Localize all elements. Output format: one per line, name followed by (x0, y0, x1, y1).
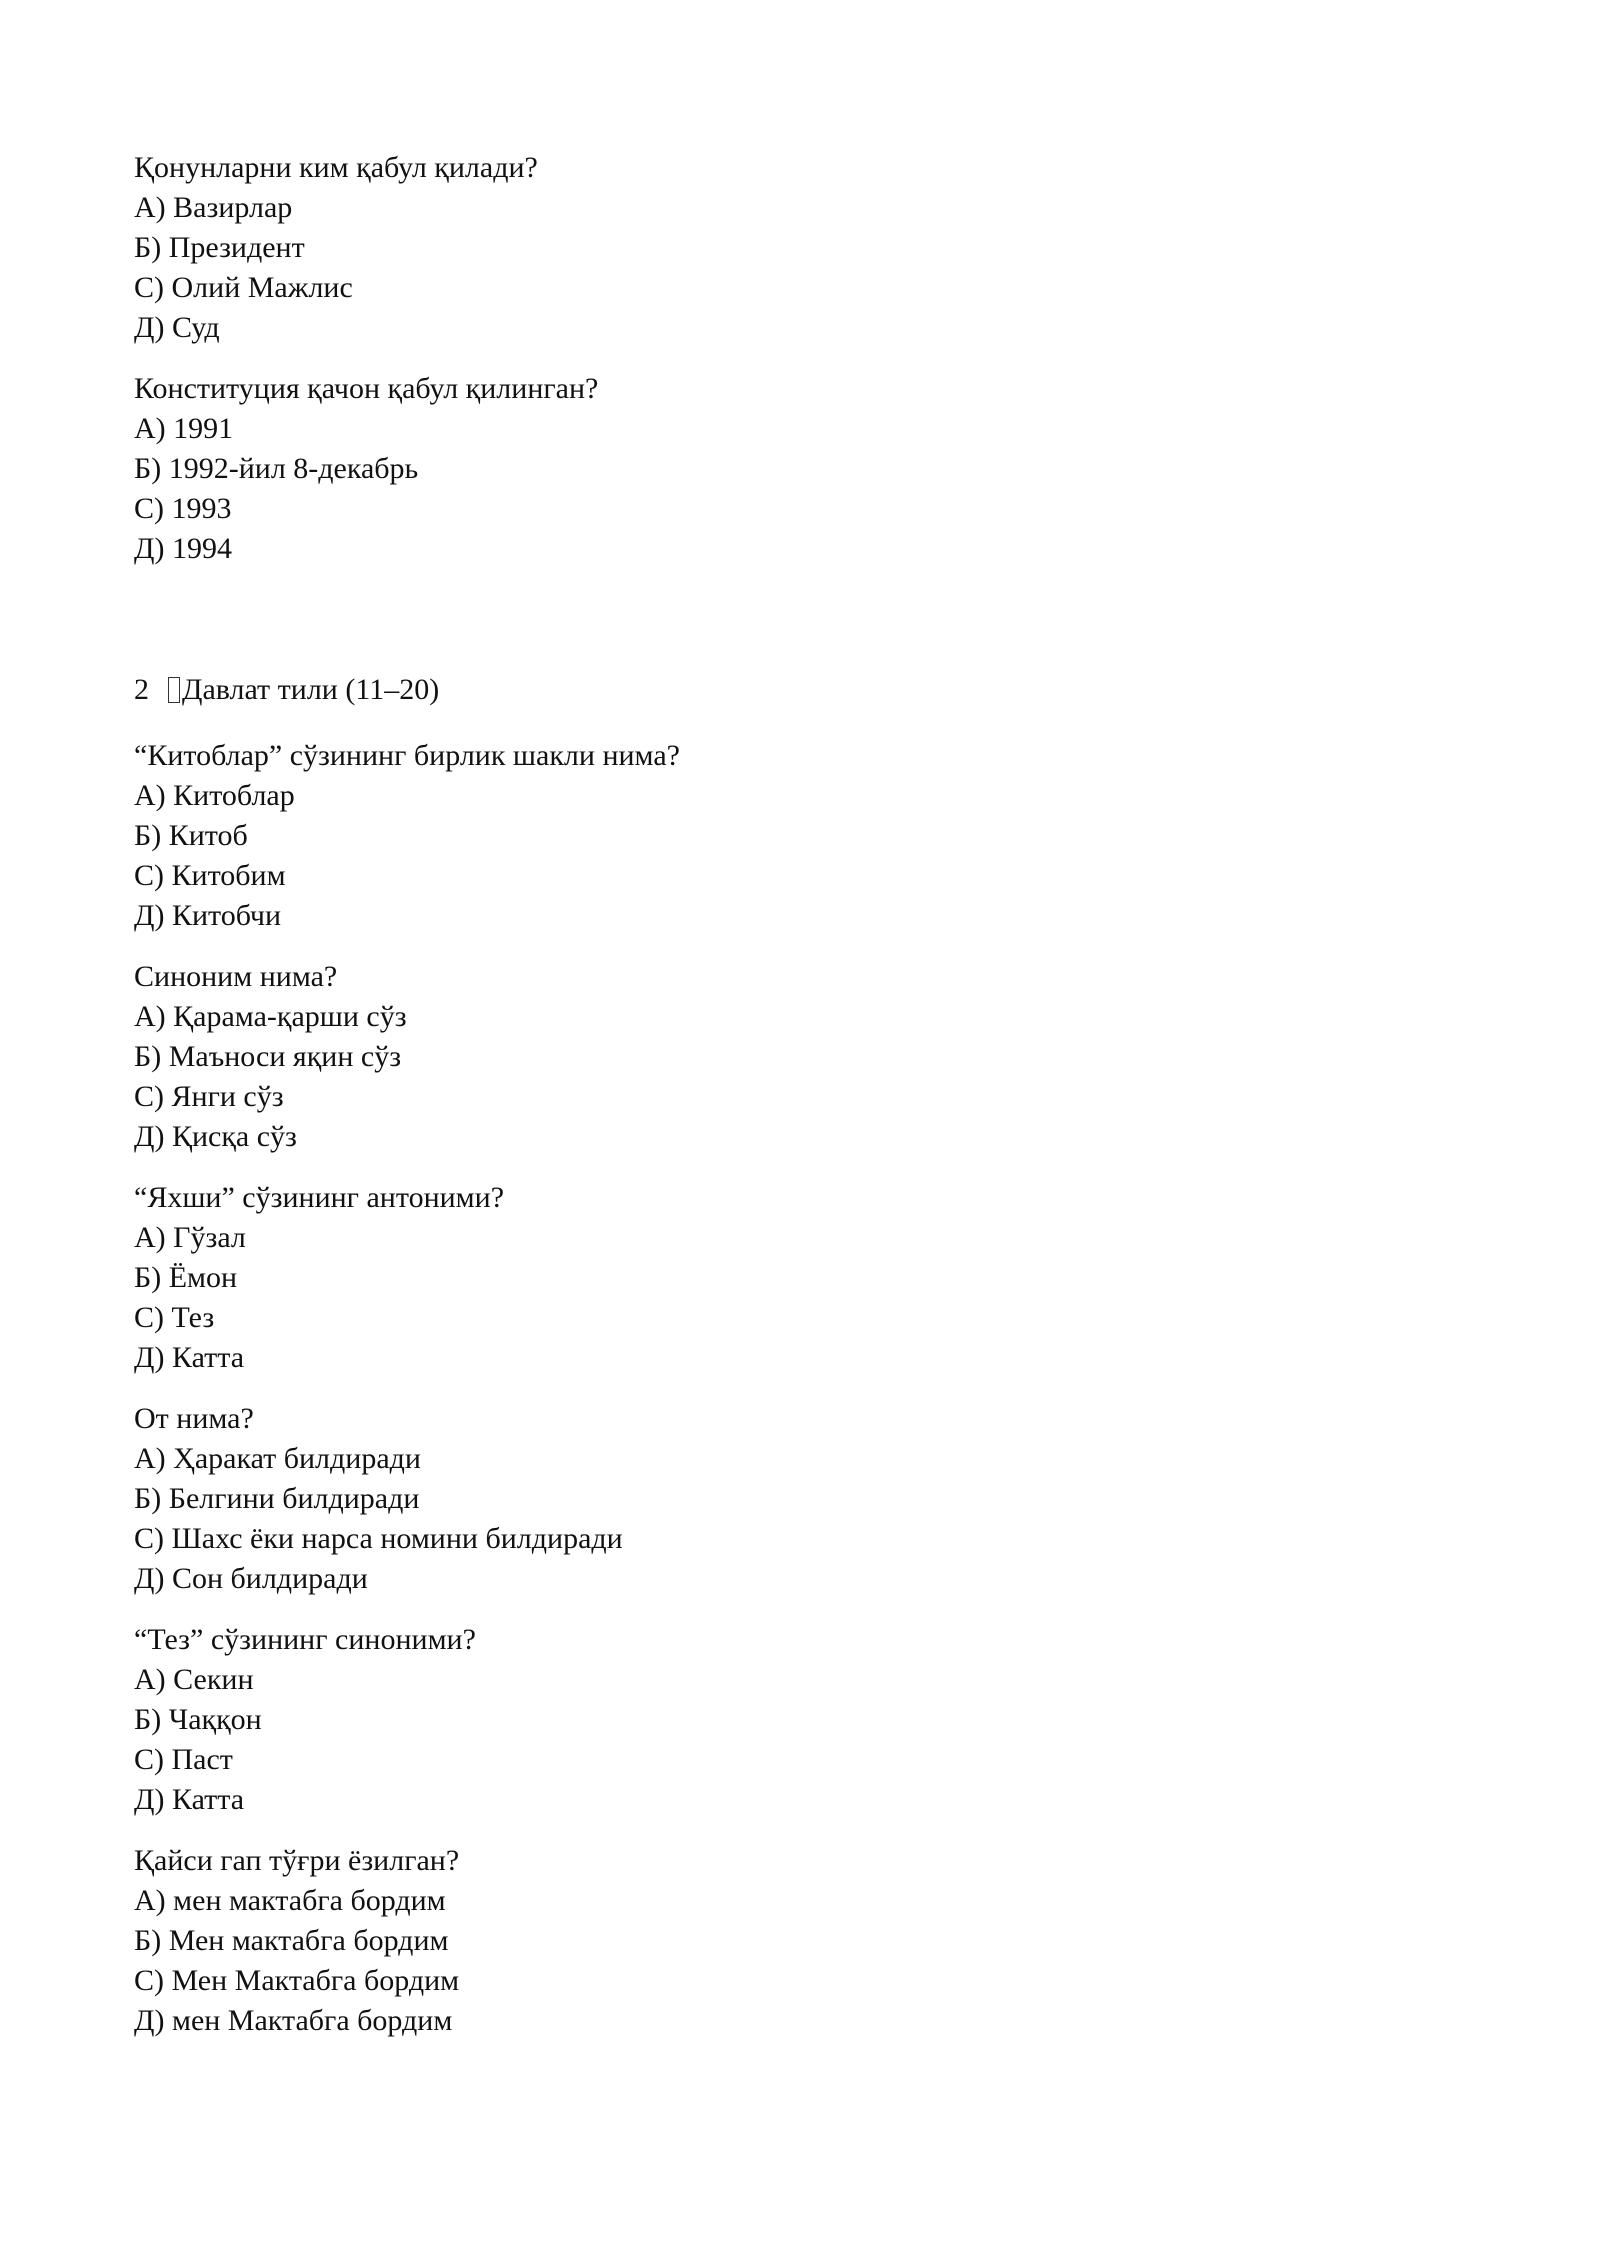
answer-option: Б) Чаққон (134, 1703, 262, 1736)
question-text: Қайси гап тўғри ёзилган? (134, 1844, 460, 1877)
answer-option: Б) 1992-йил 8-декабрь (134, 452, 419, 485)
answer-option: Д) Катта (134, 1783, 245, 1816)
section-heading (134, 670, 1474, 710)
question-text: От нима? (134, 1402, 254, 1435)
answer-option: Д) Қисқа сўз (134, 1120, 297, 1153)
question-text: Қонунларни ким қабул қилади? (134, 151, 538, 184)
question-text: Синоним нима? (134, 960, 338, 993)
question-block (134, 736, 1474, 936)
answer-option: Д) Суд (134, 311, 220, 344)
answer-option: Д) Китобчи (134, 899, 281, 932)
answer-option: Д) Сон билдиради (134, 1562, 368, 1595)
question-block (134, 957, 1474, 1157)
answer-option: А) Секин (134, 1663, 254, 1696)
answer-option: С) Шахс ёки нарса номини билдиради (134, 1522, 623, 1555)
section-title: Давлат тили (11–20) (182, 673, 440, 706)
answer-option: С) Олий Мажлис (134, 271, 353, 304)
answer-option: С) Янги сўз (134, 1080, 284, 1113)
answer-option: Б) Президент (134, 231, 305, 264)
answer-option: А) Китоблар (134, 779, 295, 812)
answer-option: А) Вазирлар (134, 191, 293, 224)
section-spacer (134, 590, 1474, 670)
answer-option: Б) Китоб (134, 819, 248, 852)
answer-option: Д) мен Мактабга бордим (134, 2004, 453, 2037)
answer-option: Б) Маъноси яқин сўз (134, 1040, 402, 1073)
question-text: “Яхши” сўзининг антоними? (134, 1181, 505, 1214)
question-text: Конституция қачон қабул қилинган? (134, 372, 599, 405)
question-block (134, 369, 1474, 569)
answer-option: С) 1993 (134, 492, 232, 525)
question-block (134, 1620, 1474, 1820)
question-block (134, 1178, 1474, 1378)
answer-option: С) Тез (134, 1301, 215, 1334)
answer-option: А) Гўзал (134, 1221, 246, 1254)
answer-option: Д) 1994 (134, 532, 232, 565)
section-number: 2 (134, 673, 149, 706)
answer-option: А) 1991 (134, 412, 234, 445)
missing-glyph-icon (168, 677, 180, 703)
answer-option: Б) Белгини билдиради (134, 1482, 420, 1515)
answer-option: Б) Ёмон (134, 1261, 238, 1294)
answer-option: С) Паст (134, 1743, 233, 1776)
question-block (134, 1841, 1474, 2041)
answer-option: С) Мен Мактабга бордим (134, 1964, 460, 1997)
document-page (134, 148, 1474, 2062)
answer-option: А) мен мактабга бордим (134, 1884, 446, 1917)
question-block (134, 1399, 1474, 1599)
answer-option: А) Қарама-қарши сўз (134, 1000, 407, 1033)
answer-option: С) Китобим (134, 859, 286, 892)
answer-option: Д) Катта (134, 1341, 245, 1374)
question-text: “Китоблар” сўзининг бирлик шакли нима? (134, 739, 680, 772)
answer-option: Б) Мен мактабга бордим (134, 1924, 449, 1957)
question-block (134, 148, 1474, 348)
question-text: “Тез” сўзининг синоними? (134, 1623, 476, 1656)
answer-option: А) Ҳаракат билдиради (134, 1442, 421, 1475)
